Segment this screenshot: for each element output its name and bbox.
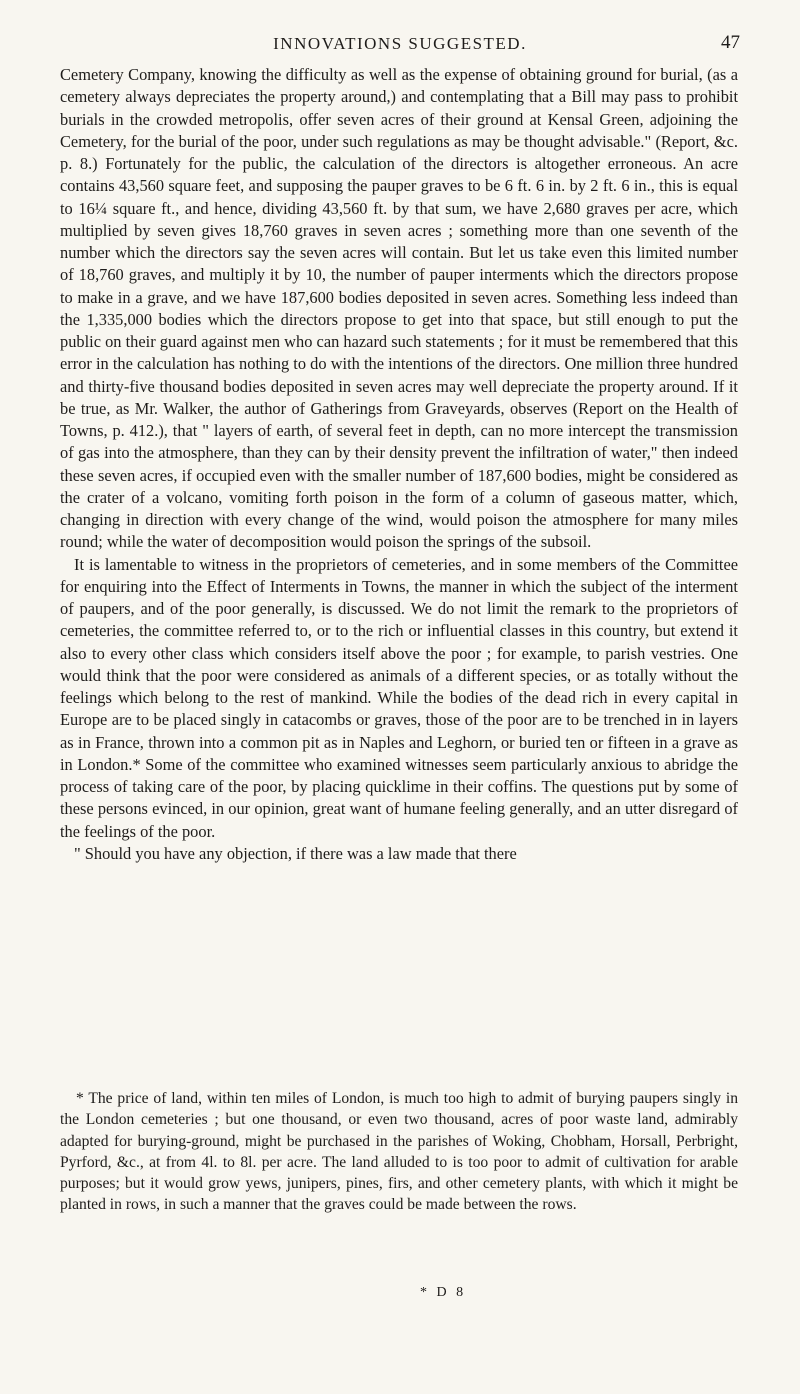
running-title: INNOVATIONS SUGGESTED. (273, 34, 527, 53)
paragraph: " Should you have any objection, if there was a law made that there (74, 843, 517, 863)
body-text (60, 64, 738, 865)
signature-mark: * D 8 (420, 1285, 467, 1300)
footnotes (60, 1088, 738, 1216)
paragraph: It is lamentable to witness in the proprietors of cemeteries, and in some members of the Committee for enquiring into the Effect of Interments in Towns, the manner in which the subject of the interment of paupers, and of the poor generally, is discussed. We do not limit the remark to the proprietors of cemeteries, the committee referred to, or to the rich or influential classes in this country, but extend it also to every other class which considers itself above the poor ; for example, to parish vestries. One would think that the poor were considered as animals of a different species, or as totally without the feelings which belong to the rest of mankind. While the bodies of the dead rich in every capital in Europe are to be placed singly in catacombs or graves, those of the poor are to be trenched in in layers as in France, thrown into a common pit as in Naples and Leghorn, or buried ten or fifteen in a grave as in London.* Some of the committee who examined witnesses seem particularly anxious to abridge the process of taking care of the poor, by placing quicklime in their coffins. The questions put by some of these persons evinced, in our opinion, great want of humane feeling generally, and an utter disregard of the feelings of the poor. (60, 554, 738, 841)
running-head (60, 28, 740, 58)
footnote: * The price of land, within ten miles of London, is much too high to admit of burying paupers singly in the London cemeteries ; but one thousand, or even two thousand, acres of poor waste land, admirably adapted for burying-ground, might be purchased in the parishes of Woking, Chobham, Horsall, Perbright, Pyrford, &c., at from 4l. to 8l. per acre. The land alluded to is too poor to admit of cultivation for arable purposes; but it would grow yews, junipers, pines, firs, and other cemetery plants, with which it might be planted in rows, in such a manner that the graves could be made between the rows. (60, 1090, 738, 1214)
paragraph: Cemetery Company, knowing the difficulty as well as the expense of obtaining ground for burial, (as a cemetery always depreciates the property around,) and contemplating that a Bill may pass to prohibit burials in the crowded metropolis, offer seven acres of their ground at Kensal Green, adjoining the Cemetery, for the burial of the poor, under such regulations as may be thought advisable." (Report, &c. p. 8.) Fortunately for the public, the calculation of the directors is altogether erroneous. An acre contains 43,560 square feet, and supposing the pauper graves to be 6 ft. 6 in. by 2 ft. 6 in., this is equal to 16¼ square ft., and hence, dividing 43,560 ft. by that sum, we have 2,680 graves per acre, which multiplied by seven gives 18,760 graves in seven acres ; something more than one seventh of the number which the directors say the seven acres will contain. But let us take even this limited number of 18,760 graves, and multiply it by 10, the number of pauper interments which the directors propose to make in a grave, and we have 187,600 bodies deposited in seven acres. Something less indeed than the 1,335,000 bodies which the directors propose to get into that space, but still enough to put the public on their guard against men who can hazard such statements ; for it must be remembered that this error in the calculation has nothing to do with the intentions of the directors. One million three hundred and thirty-five thousand bodies deposited in seven acres may well depreciate the property around. If it be true, as Mr. Walker, the author of Gatherings from Graveyards, observes (Report on the Health of Towns, p. 412.), that " layers of earth, of several feet in depth, can no more intercept the transmission of gas into the atmosphere, than they can by their density prevent the infiltration of water," then indeed these seven acres, if occupied even with the smaller number of 187,600 bodies, might be considered as the crater of a volcano, vomiting forth poison in the form of a column of gaseous matter, which, changing in direction with every change of the wind, would poison the atmosphere for many miles round; while the water of decomposition would poison the springs of the subsoil. (60, 65, 738, 552)
page-number: 47 (721, 32, 740, 53)
